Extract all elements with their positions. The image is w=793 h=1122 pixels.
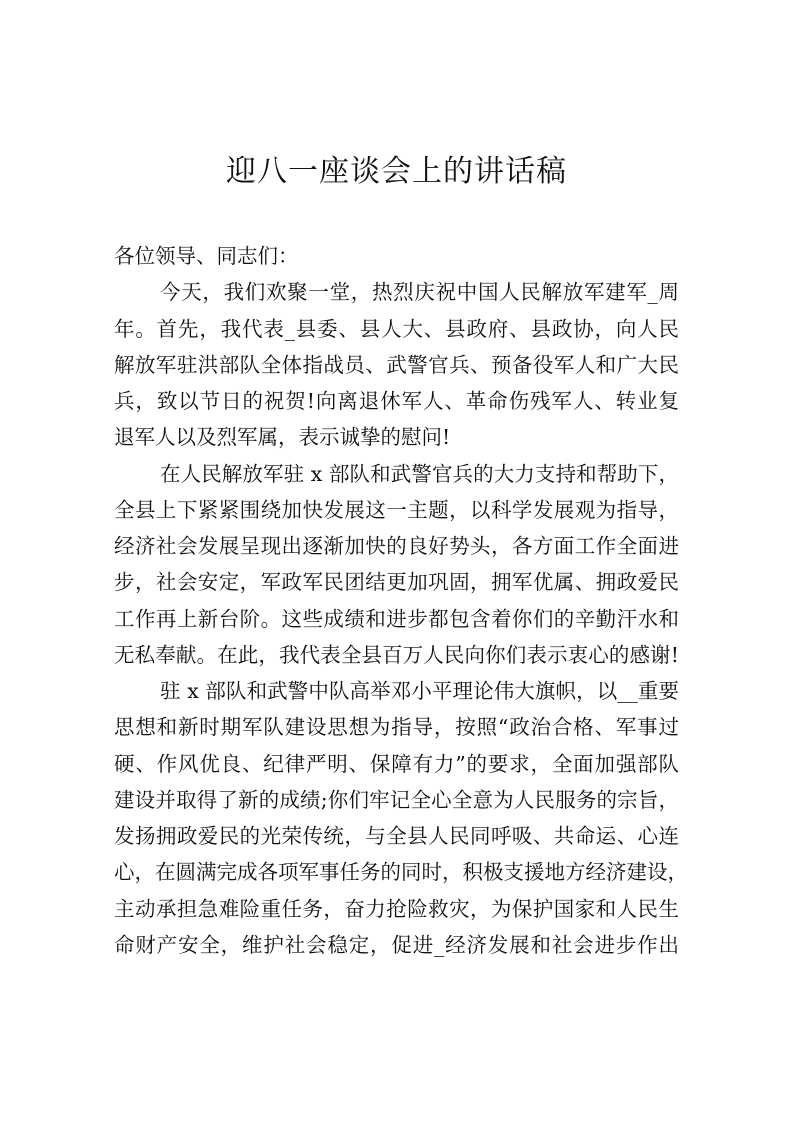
paragraph-line: 驻 x 部队和武警中队高举邓小平理论伟大旗帜，以__重要: [160, 679, 679, 703]
paragraph-line: 心，在圆满完成各项军事任务的同时，积极支援地方经济建设，: [114, 860, 688, 885]
paragraph-line: 全县上下紧紧围绕加快发展这一主题，以科学发展观为指导，: [114, 497, 679, 522]
paragraph-line: 经济社会发展呈现出逐渐加快的良好势头，各方面工作全面进: [114, 534, 679, 558]
paragraph-line: 在人民解放军驻 x 部队和武警官兵的大力支持和帮助下，: [160, 461, 679, 486]
paragraph-line: 无私奉献。在此，我代表全县百万人民向你们表示衷心的感谢!: [114, 642, 679, 667]
paragraph-line: 建设并取得了新的成绩;你们牢记全心全意为人民服务的宗旨，: [114, 787, 679, 812]
paragraph-2: [114, 456, 679, 674]
paragraph-line: 解放军驻洪部队全体指战员、武警官兵、预备役军人和广大民: [114, 352, 679, 377]
paragraph-line: 思想和新时期军队建设思想为指导，按照“政治合格、军事过: [114, 715, 679, 740]
paragraph-1: [114, 274, 679, 455]
paragraph-line: 主动承担急难险重任务，奋力抢险救灾，为保护国家和人民生: [114, 896, 679, 921]
greeting-line: 各位领导、同志们：: [114, 244, 299, 268]
paragraph-line: 发扬拥政爱民的光荣传统，与全县人民同呼吸、共命运、心连: [114, 824, 679, 848]
paragraph-line: 命财产安全，维护社会稳定，促进_经济发展和社会进步作出: [114, 932, 679, 957]
document-body: [114, 238, 688, 963]
paragraph-line: 年。首先，我代表_县委、县人大、县政府、县政协，向人民: [114, 316, 679, 341]
document-title: 迎八一座谈会上的讲话稿: [226, 154, 567, 189]
paragraph-line: 硬、作风优良、纪律严明、保障有力”的要求，全面加强部队: [114, 751, 679, 776]
paragraph-line: 今天，我们欢聚一堂，热烈庆祝中国人民解放军建军_周: [160, 280, 679, 305]
paragraph-line: 步，社会安定，军政军民团结更加巩固，拥军优属、拥政爱民: [114, 570, 679, 595]
paragraph-line: 退军人以及烈军属，表示诚挚的慰问!: [114, 425, 451, 450]
paragraph-3: [114, 673, 688, 963]
paragraph-line: 兵，致以节日的祝贺!向离退休军人、革命伤残军人、转业复: [114, 389, 679, 413]
paragraph-line: 工作再上新台阶。这些成绩和进步都包含着你们的辛勤汗水和: [114, 606, 679, 631]
